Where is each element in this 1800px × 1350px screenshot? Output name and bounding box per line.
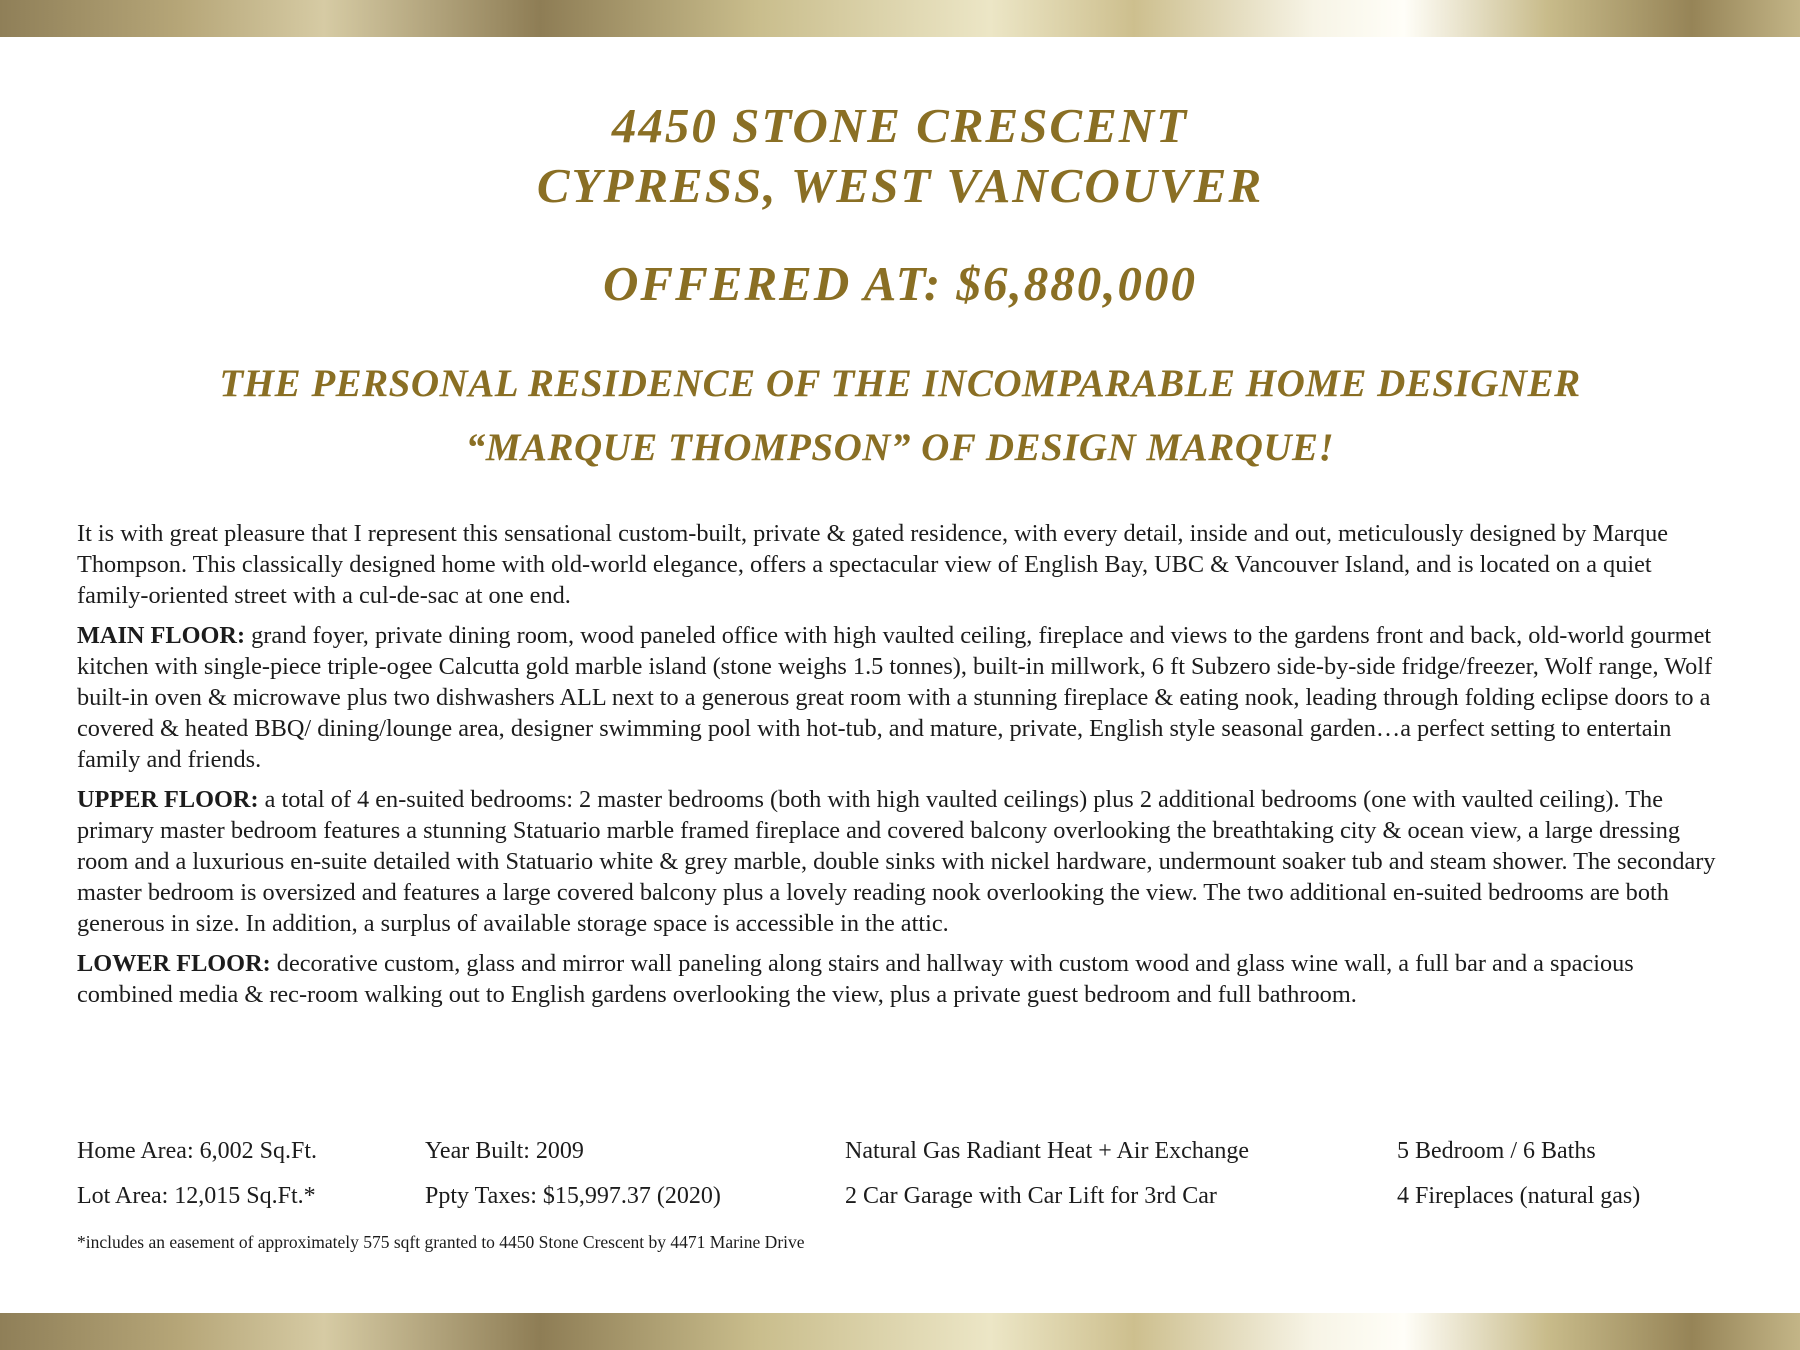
upper-floor-text: a total of 4 en-suited bedrooms: 2 master bedrooms (both with high vaulted ceilings) plus 2 additional bedrooms (one with vaulted ceiling). The primary master bedroom features a stunning Statuario marble framed fireplace and covered balcony overlooking the breathtaking city & ocean view, a large dressing room and a luxurious en-suite detailed with Statuario white & grey marble, double sinks with nickel hardware, undermount soaker tub and steam shower. The secondary master bedroom is oversized and features a large covered balcony plus a lovely reading nook overlooking the view. The two additional en-suited bedrooms are both generous in size. In addition, a surplus of available storage space is accessible in the attic. [77,786,1716,937]
footnote: *includes an easement of approximately 575 sqft granted to 4450 Stone Crescent by 4471 Marine Drive [77,1232,805,1252]
main-floor-text: grand foyer, private dining room, wood paneled office with high vaulted ceiling, fireplace and views to the gardens front and back, old-world gourmet kitchen with single-piece triple-ogee Calcutta gold marble island (stone weighs 1.5 tonnes), built-in millwork, 6 ft Subzero side-by-side fridge/freezer, Wolf range, Wolf built-in oven & microwave plus two dishwashers ALL next to a generous great room with a stunning fireplace & eating nook, leading through folding eclipse doors to a covered & heated BBQ/ dining/lounge area, designer swimming pool with hot-tub, and mature, private, English style seasonal garden…a perfect setting to entertain family and friends. [77,622,1713,773]
offer-price: OFFERED AT: $6,880,000 [603,256,1197,311]
address-line-1: 4450 STONE CRESCENT [611,98,1189,153]
lower-floor-text: decorative custom, glass and mirror wall paneling along stairs and hallway with custom wood and glass wine wall, a full bar and a spacious combined media & rec-room walking out to English gardens overlooking the view, plus a private guest bedroom and full bathroom. [77,950,1634,1008]
year-built: Year Built: 2009 [425,1138,584,1164]
main-floor-paragraph [77,620,1725,775]
main-floor-label: MAIN FLOOR: [77,622,246,649]
designer-headline-2: “MARQUE THOMPSON” OF DESIGN MARQUE! [465,426,1335,469]
lot-area: Lot Area: 12,015 Sq.Ft.* [77,1183,316,1209]
bed-bath: 5 Bedroom / 6 Baths [1397,1138,1596,1164]
heating: Natural Gas Radiant Heat + Air Exchange [845,1138,1250,1164]
home-area: Home Area: 6,002 Sq.Ft. [77,1138,317,1164]
garage: 2 Car Garage with Car Lift for 3rd Car [845,1183,1217,1209]
upper-floor-paragraph [77,784,1725,939]
intro-paragraph: It is with great pleasure that I represent this sensational custom-built, private & gated residence, with every detail, inside and out, meticulously designed by Marque Thompson. This classically designed home with old-world elegance, offers a spectacular view of English Bay, UBC & Vancouver Island, and is located on a quiet family-oriented street with a cul-de-sac at one end. [77,520,1669,609]
address-line-2: CYPRESS, WEST VANCOUVER [536,158,1264,213]
upper-floor-label: UPPER FLOOR: [77,786,259,813]
lower-floor-paragraph [77,948,1725,1010]
fireplaces: 4 Fireplaces (natural gas) [1397,1183,1641,1209]
lower-floor-label: LOWER FLOOR: [77,950,271,977]
designer-headline-1: THE PERSONAL RESIDENCE OF THE INCOMPARABLE HOME DESIGNER [219,362,1581,405]
description-body [77,518,1725,1019]
property-taxes: Ppty Taxes: $15,997.37 (2020) [425,1183,721,1209]
bottom-gold-band [0,1313,1800,1350]
top-gold-band [0,0,1800,37]
